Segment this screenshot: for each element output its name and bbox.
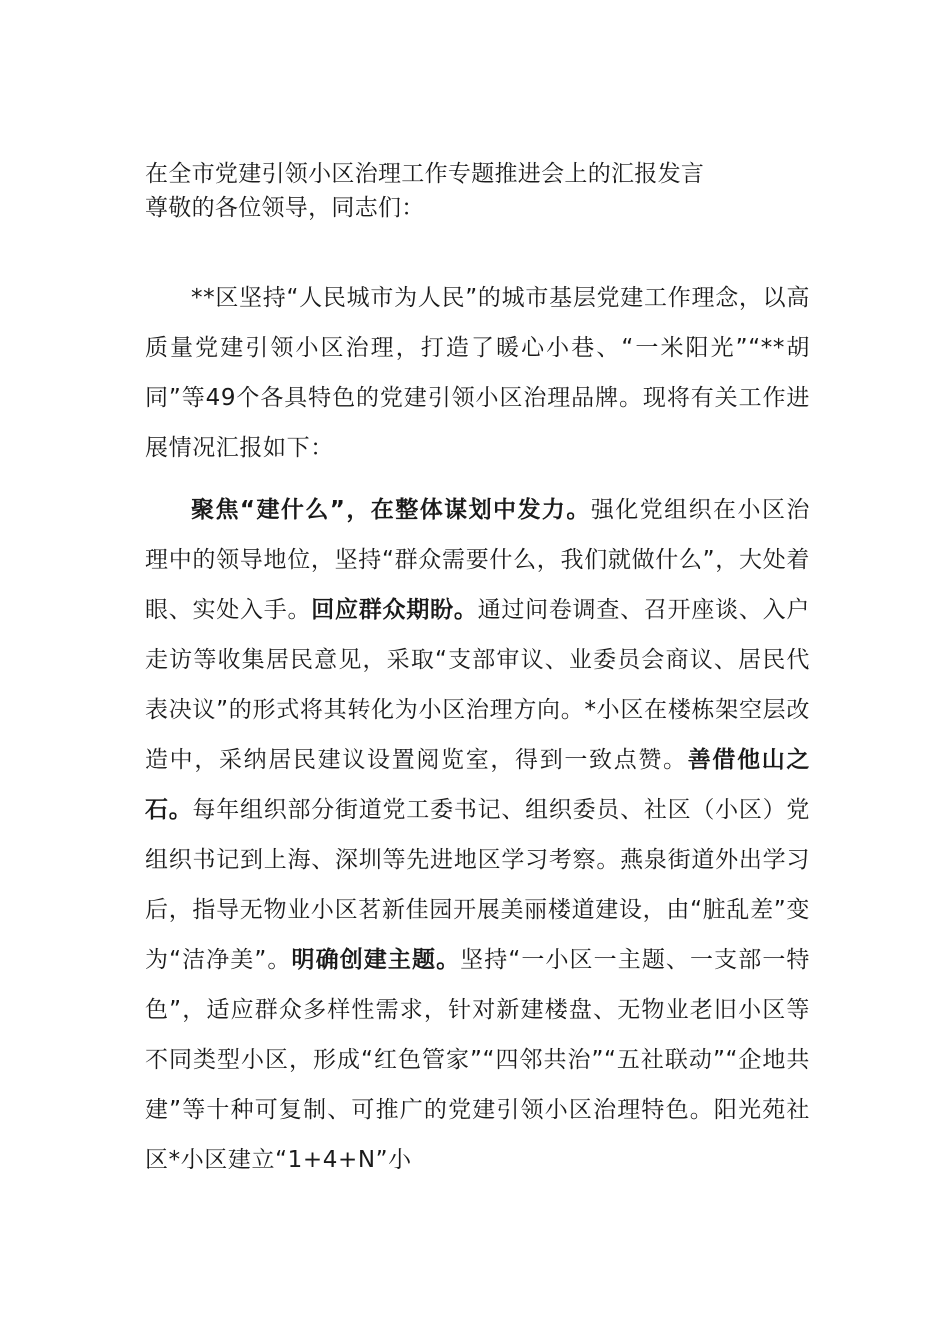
document-title: 在全市党建引领小区治理工作专题推进会上的汇报发言 [145, 161, 705, 187]
salutation: 尊敬的各位领导，同志们： [145, 195, 425, 221]
point-2-heading: 善借他山之石。 [145, 747, 811, 823]
point-1-heading: 回应群众期盼。 [311, 597, 478, 623]
point-1-text: 通过问卷调查、召开座谈、入户走访等收集居民意见，采取“支部审议、业委员会商议、居民代表决议”的形式将其转化为小区治理方向。*小区在楼栋架空层改造中，采纳居民建议设置阅览室，得到一致点赞。 [145, 597, 811, 773]
section-heading: 聚焦“建什么”，在整体谋划中发力。 [191, 497, 591, 523]
point-3-heading: 明确创建主题。 [291, 947, 461, 973]
point-3-text: 坚持“一小区一主题、一支部一特色”，适应群众多样性需求，针对新建楼盘、无物业老旧小区等不同类型小区，形成“红色管家”“四邻共治”“五社联动”“企地共建”等十种可复制、可推广的党建引领小区治理特色。阳光苑社区*小区建立“1+4+N”小 [145, 947, 811, 1173]
paragraph-intro: **区坚持“人民城市为人民”的城市基层党建工作理念，以高质量党建引领小区治理，打造了暖心小巷、“一米阳光”“**胡同”等49个各具特色的党建引领小区治理品牌。现将有关工作进展情况汇报如下： [145, 285, 810, 461]
paragraph-section [145, 485, 810, 1185]
section-intro-text: 强化党组织在小区治理中的领导地位，坚持“群众需要什么，我们就做什么”，大处着眼、实处入手。 [145, 497, 810, 623]
point-2-text: 每年组织部分街道党工委书记、组织委员、社区（小区）党组织书记到上海、深圳等先进地区学习考察。燕泉街道外出学习后，指导无物业小区茗新佳园开展美丽楼道建设，由“脏乱差”变为“洁净美”。 [145, 797, 810, 973]
